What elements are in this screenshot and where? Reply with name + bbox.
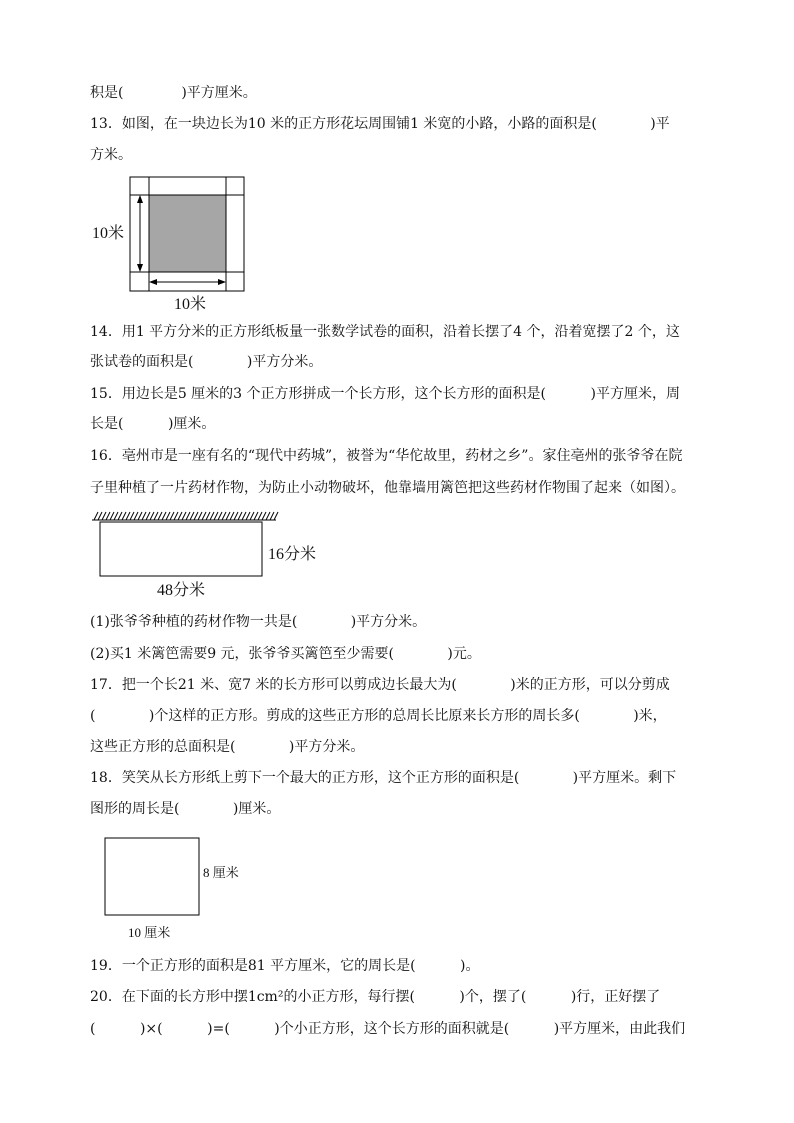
field-figure — [90, 508, 350, 600]
text-line: 张试卷的面积是( )平方分米。 — [90, 354, 323, 370]
length-label: 48分米 — [157, 582, 206, 599]
width-label: 16分米 — [268, 546, 317, 563]
text-line: ( )×( )=( )个小正方形，这个长方形的面积就是( )平方厘米，由此我们 — [90, 1021, 686, 1037]
height-label: 8 厘米 — [203, 865, 239, 880]
text-line: 图形的周长是( )厘米。 — [90, 801, 281, 817]
text-line: 这些正方形的总面积是( )平方分米。 — [90, 739, 365, 755]
bottom-length-label: 10米 — [174, 296, 207, 313]
garden-figure — [90, 172, 260, 312]
text-line: 长是( )厘米。 — [90, 416, 216, 432]
side-length-label: 10米 — [92, 225, 125, 242]
question-15: 15．用边长是5 厘米的3 个正方形拼成一个长方形，这个长方形的面积是( )平方厘米，周 — [90, 386, 680, 402]
length-label: 10 厘米 — [128, 925, 171, 940]
question-13: 13．如图，在一块边长为10 米的正方形花坛周围铺1 米宽的小路，小路的面积是( )平 — [90, 116, 670, 132]
question-17: 17．把一个长21 米、宽7 米的长方形可以剪成边长最大为( )米的正方形，可以分剪成 — [90, 677, 670, 693]
question-16-2: (2)买1 米篱笆需要9 元，张爷爷买篱笆至少需要( )元。 — [90, 646, 481, 662]
text-line: ( )个这样的正方形。剪成的这些正方形的总周长比原来长方形的周长多( )米， — [90, 708, 667, 724]
text-line: 子里种植了一片药材作物，为防止小动物破坏，他靠墙用篱笆把这些药材作物围了起来（如图）。 — [90, 480, 685, 496]
question-20: 20．在下面的长方形中摆1cm²的小正方形，每行摆( )个，摆了( )行，正好摆了 — [90, 989, 661, 1005]
question-18: 18．笑笑从长方形纸上剪下一个最大的正方形，这个正方形的面积是( )平方厘米。剩下 — [90, 770, 677, 786]
text-line: 积是( )平方厘米。 — [90, 85, 257, 101]
question-16: 16．亳州市是一座有名的“现代中药城”，被誉为“华佗故里，药材之乡”。家住亳州的张爷爷在院 — [90, 448, 683, 464]
question-16-1: (1)张爷爷种植的药材作物一共是( )平方分米。 — [90, 614, 427, 630]
question-19: 19．一个正方形的面积是81 平方厘米，它的周长是( )。 — [90, 958, 480, 974]
text-line: 方米。 — [90, 147, 132, 163]
paper-figure — [100, 835, 260, 945]
question-14: 14．用1 平方分米的正方形纸板量一张数学试卷的面积，沿着长摆了4 个，沿着宽摆了2 个，这 — [90, 324, 680, 340]
